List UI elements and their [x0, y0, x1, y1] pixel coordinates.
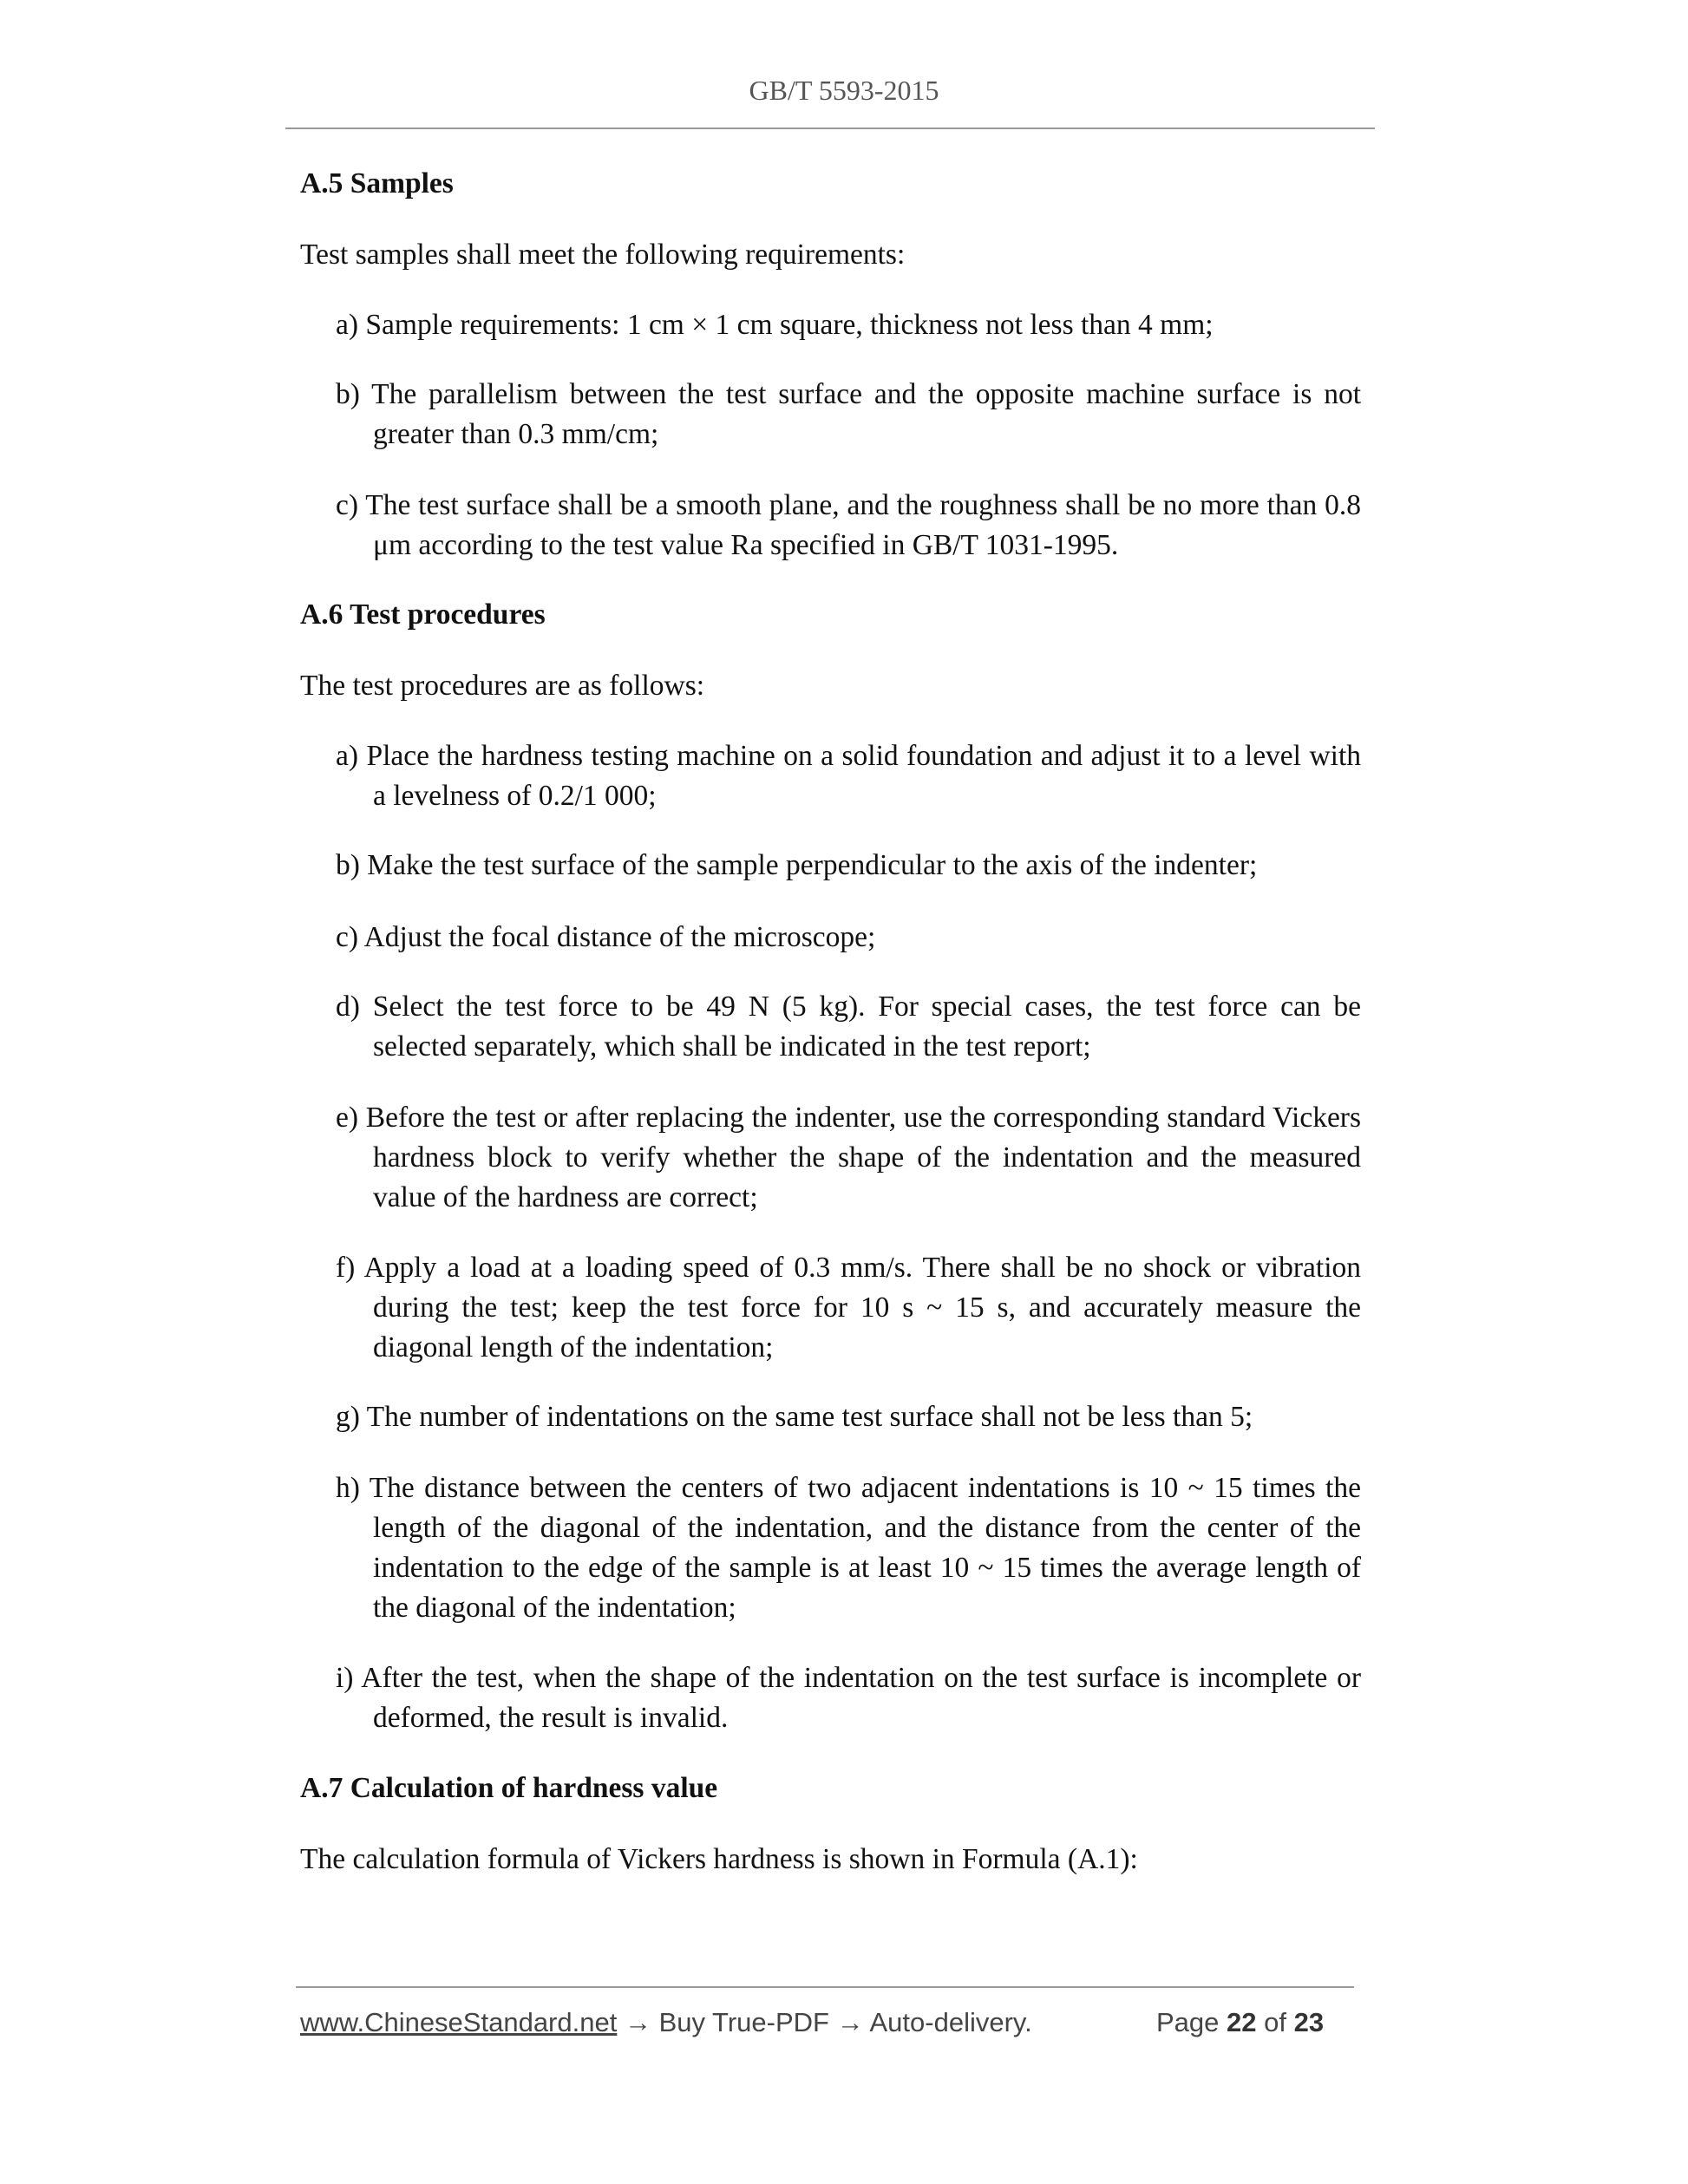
paragraph: The test procedures are as follows: [300, 670, 705, 702]
paragraph: The calculation formula of Vickers hardness is shown in Formula (A.1): [300, 1843, 1138, 1875]
list-item: h) The distance between the centers of two adjacent indentations is 10 ~ 15 times the length of the diagonal of the indentation, and the distance from the center of the indentation to the edge of the sample is at least 10 ~ 15 times the average length of the diagonal of the indentation; [336, 1472, 1361, 1624]
list-item: b) Make the test surface of the sample perpendicular to the axis of the indenter; [336, 849, 1258, 881]
document-header: GB/T 5593-2015 [749, 75, 939, 106]
list-item: b) The parallelism between the test surface and the opposite machine surface is not greater than 0.3 mm/cm; [336, 378, 1361, 450]
list-item: a) Sample requirements: 1 cm × 1 cm square, thickness not less than 4 mm; [336, 309, 1214, 341]
section-heading: A.7 Calculation of hardness value [300, 1772, 718, 1804]
website-link[interactable]: www.ChineseStandard.net [300, 2007, 618, 2037]
list-item: c) The test surface shall be a smooth plane, and the roughness shall be no more than 0.8 μm according to the test value Ra specified in GB/T 1031-1995. [336, 489, 1361, 561]
page-number [1156, 2007, 1324, 2038]
footer-promo [300, 2007, 1032, 2038]
list-item: a) Place the hardness testing machine on a solid foundation and adjust it to a level with a levelness of 0.2/1 000; [336, 740, 1361, 812]
section-heading: A.5 Samples [300, 167, 454, 199]
delivery-text: Auto-delivery. [869, 2007, 1032, 2037]
current-page: 22 [1227, 2007, 1257, 2037]
footer-divider [296, 1986, 1354, 1988]
list-item: c) Adjust the focal distance of the microscope; [336, 921, 876, 953]
buy-pdf-text: Buy True-PDF [658, 2007, 829, 2037]
list-item: d) Select the test force to be 49 N (5 kg). For special cases, the test force can be selected separately, which shall be indicated in the test report; [336, 991, 1361, 1063]
arrow-right-icon: → [836, 2007, 864, 2037]
list-item: e) Before the test or after replacing the indenter, use the corresponding standard Vickers hardness block to verify whether the shape of the indentation and the measured value of the hardness are correct; [336, 1102, 1361, 1213]
list-item: i) After the test, when the shape of the indentation on the test surface is incomplete or deformed, the result is invalid. [336, 1662, 1361, 1734]
section-heading: A.6 Test procedures [300, 598, 546, 631]
arrow-right-icon: → [624, 2007, 651, 2037]
list-item: f) Apply a load at a loading speed of 0.3 mm/s. There shall be no shock or vibration during the test; keep the test force for 10 s ~ 15 s, and accurately measure the diagonal length of the indentation; [336, 1252, 1361, 1363]
header-divider [285, 128, 1375, 129]
page-label: Page [1156, 2007, 1220, 2037]
total-pages: 23 [1293, 2007, 1325, 2037]
paragraph: Test samples shall meet the following requirements: [300, 239, 906, 271]
of-label: of [1264, 2007, 1286, 2037]
list-item: g) The number of indentations on the same test surface shall not be less than 5; [336, 1401, 1253, 1433]
